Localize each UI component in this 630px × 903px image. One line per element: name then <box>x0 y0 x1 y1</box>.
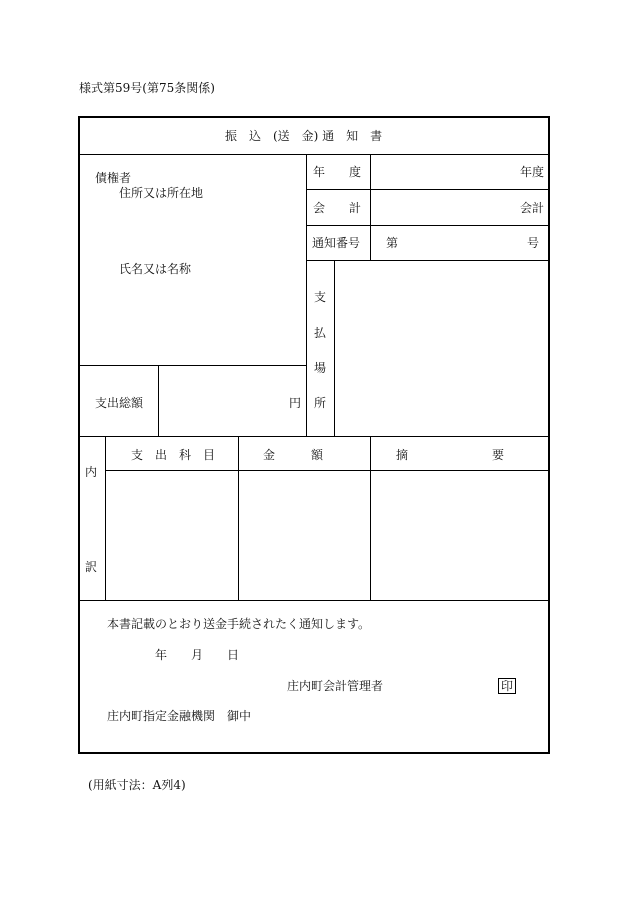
breakdown-header-subject: 支 出 科 目 <box>131 448 216 462</box>
year-suffix: 年度 <box>520 165 545 179</box>
paper-size-note: (用紙寸法：A列4) <box>88 778 186 792</box>
total-label: 支出総額 <box>95 396 144 410</box>
rule-total-divider <box>158 365 159 436</box>
rule-breakdown-header <box>105 470 550 471</box>
notice-message: 本書記載のとおり送金手続されたく通知します。 <box>107 617 371 631</box>
rule-breakdown-side <box>105 436 106 600</box>
rule-title <box>79 154 550 155</box>
notice-number-suffix: 号 <box>527 236 540 250</box>
notice-addressee: 庄内町指定金融機関 御中 <box>107 709 252 723</box>
breakdown-header-amount: 金 額 <box>263 448 324 462</box>
breakdown-side-char: 訳 <box>85 560 98 574</box>
account-label: 会 計 <box>313 201 362 215</box>
rule-notice-no <box>306 260 550 261</box>
notice-date: 年 月 日 <box>155 648 240 662</box>
year-label: 年 度 <box>313 165 362 179</box>
notice-manager: 庄内町会計管理者 <box>287 679 384 693</box>
rule-payment-place <box>334 260 335 436</box>
payment-place-char: 所 <box>314 396 327 410</box>
seal-mark: 印 <box>498 678 516 694</box>
rule-upper-section <box>79 436 550 437</box>
payment-place-char: 払 <box>314 326 327 340</box>
rule-year <box>306 189 550 190</box>
rule-total <box>79 365 306 366</box>
notice-number-prefix: 第 <box>386 236 399 250</box>
payment-place-char: 支 <box>314 290 327 304</box>
form-number: 様式第59号(第75条関係) <box>79 81 215 95</box>
payment-place-char: 場 <box>314 361 327 375</box>
creditor-address-label: 住所又は所在地 <box>119 186 204 200</box>
rule-info-divider <box>370 154 371 260</box>
breakdown-side-char: 内 <box>85 465 98 479</box>
creditor-name-label: 氏名又は名称 <box>119 262 192 276</box>
creditor-label: 債権者 <box>95 171 132 185</box>
rule-breakdown-col2 <box>370 436 371 600</box>
notice-number-label: 通知番号 <box>312 236 361 250</box>
rule-account <box>306 225 550 226</box>
total-unit: 円 <box>289 396 302 410</box>
rule-breakdown-col1 <box>238 436 239 600</box>
rule-breakdown-bottom <box>79 600 550 601</box>
rule-creditor-right <box>306 154 307 436</box>
form-title: 振 込 (送 金) 通 知 書 <box>225 129 383 143</box>
breakdown-header-remarks: 摘 要 <box>396 448 505 462</box>
account-suffix: 会計 <box>520 201 545 215</box>
